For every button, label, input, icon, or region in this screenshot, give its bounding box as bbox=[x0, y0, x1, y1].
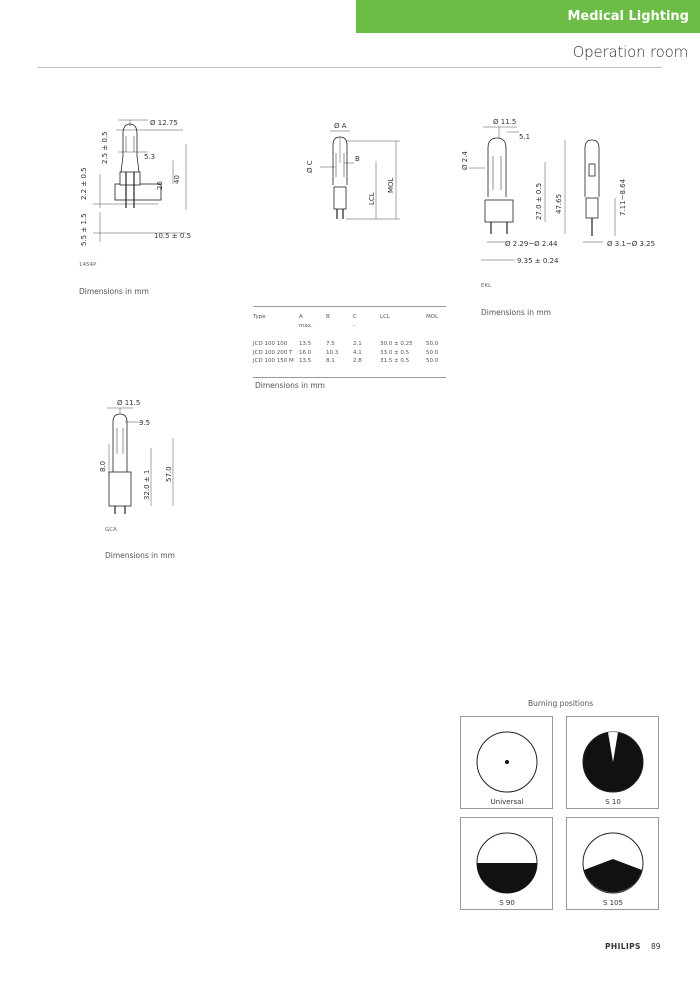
table-row: JCD 100 200 T 16.0 10.3 4.1 33.0 ± 0.5 50.0 bbox=[253, 349, 439, 356]
dim-diameter: Ø 11.5 bbox=[493, 118, 517, 126]
th-b: B bbox=[326, 314, 330, 321]
burning-position-label: S 90 bbox=[499, 899, 515, 907]
burning-position-s10 bbox=[566, 716, 659, 809]
table-caption: Dimensions in mm bbox=[255, 381, 325, 390]
table-header-row bbox=[253, 313, 446, 322]
dim-diameter-2: Ø 2.4 bbox=[461, 151, 469, 170]
s105-position-icon bbox=[567, 818, 658, 909]
figure-code-ekl: EKL bbox=[481, 283, 492, 289]
figure-caption-4: Dimensions in mm bbox=[105, 551, 175, 560]
dim-width-2: 9.35 ± 0.24 bbox=[517, 257, 559, 265]
burning-position-s90 bbox=[460, 817, 553, 910]
dim-height-5: 5.5 ± 1.5 bbox=[80, 213, 88, 246]
dim-height-1: 8.0 bbox=[99, 460, 107, 472]
dim-height-2: 26 bbox=[156, 181, 164, 190]
dim-a: Ø A bbox=[334, 122, 347, 130]
s90-position-icon bbox=[461, 818, 552, 909]
burning-position-s105 bbox=[566, 817, 659, 910]
page-title: Operation room bbox=[572, 43, 688, 61]
lamp-drawing-1454p bbox=[78, 112, 208, 248]
section-banner bbox=[356, 0, 700, 33]
dim-lcl: LCL bbox=[368, 192, 376, 205]
dim-width-2: 10.5 ± 0.5 bbox=[154, 232, 192, 240]
figure-code-1454p: 1454P bbox=[79, 262, 97, 268]
dim-pin-1: Ø 2.29~Ø 2.44 bbox=[505, 240, 558, 248]
dim-height-2: 47.65 bbox=[555, 193, 563, 214]
burning-position-universal bbox=[460, 716, 553, 809]
th-lcl: LCL bbox=[380, 314, 390, 321]
dim-height-2: 32.0 ± 1 bbox=[143, 469, 151, 500]
dim-diameter: Ø 12.75 bbox=[150, 119, 178, 127]
lamp-drawing-ekl bbox=[455, 112, 665, 272]
dim-width-1: 3.5 bbox=[139, 419, 151, 427]
dim-pin-2: Ø 3.1~Ø 3.25 bbox=[607, 240, 656, 248]
figure-code-gca: GCA bbox=[105, 527, 117, 533]
dim-height-1: 2.5 ± 0.5 bbox=[101, 131, 109, 164]
dim-b: B bbox=[355, 155, 360, 163]
dim-width-1: 5.1 bbox=[519, 133, 531, 141]
burning-positions-title: Burning positions bbox=[528, 699, 594, 708]
table-rule-bottom bbox=[253, 377, 446, 378]
brand-logo: PHILIPS bbox=[605, 942, 641, 951]
lamp-drawing-jcd bbox=[300, 115, 410, 235]
section-title: Medical Lighting bbox=[567, 9, 689, 24]
spec-table bbox=[253, 313, 446, 366]
table-row: JCD 100 100 13.5 7.5 2.1 30.0 ± 0.25 50.0 bbox=[253, 341, 439, 348]
universal-position-icon bbox=[461, 717, 552, 808]
dim-height-3: 40 bbox=[173, 175, 181, 184]
dim-height-4: 2.2 ± 0.5 bbox=[80, 167, 88, 200]
table-rule-top bbox=[253, 306, 446, 307]
burning-position-label: S 10 bbox=[605, 798, 621, 806]
dim-height-3: 7.11~8.64 bbox=[619, 178, 627, 216]
lamp-drawing-gca bbox=[95, 396, 195, 518]
burning-position-label: S 105 bbox=[602, 899, 624, 907]
table-row: JCD 100 150 M 13.5 8.1 2.8 31.5 ± 0.5 50.0 bbox=[253, 358, 439, 365]
th-a: A bbox=[299, 314, 303, 321]
th-mol: MOL bbox=[426, 314, 439, 321]
page-number: 89 bbox=[651, 942, 661, 951]
dim-mol: MOL bbox=[387, 177, 395, 193]
dim-width-1: 5.3 bbox=[144, 153, 156, 161]
burning-position-label: Universal bbox=[490, 798, 524, 806]
s10-position-icon bbox=[567, 717, 658, 808]
figure-caption-3: Dimensions in mm bbox=[481, 308, 551, 317]
th-type: Type bbox=[253, 314, 266, 321]
dim-height-3: 57.0 bbox=[165, 466, 173, 482]
figure-caption-1: Dimensions in mm bbox=[79, 287, 149, 296]
th-c: C bbox=[353, 314, 357, 321]
dim-c: Ø C bbox=[306, 160, 314, 173]
dim-diameter: Ø 11.5 bbox=[117, 399, 141, 407]
header-rule bbox=[38, 67, 662, 68]
table-subheader-row: max. - bbox=[299, 322, 355, 329]
dim-height-1: 27.0 ± 0.5 bbox=[535, 182, 543, 220]
